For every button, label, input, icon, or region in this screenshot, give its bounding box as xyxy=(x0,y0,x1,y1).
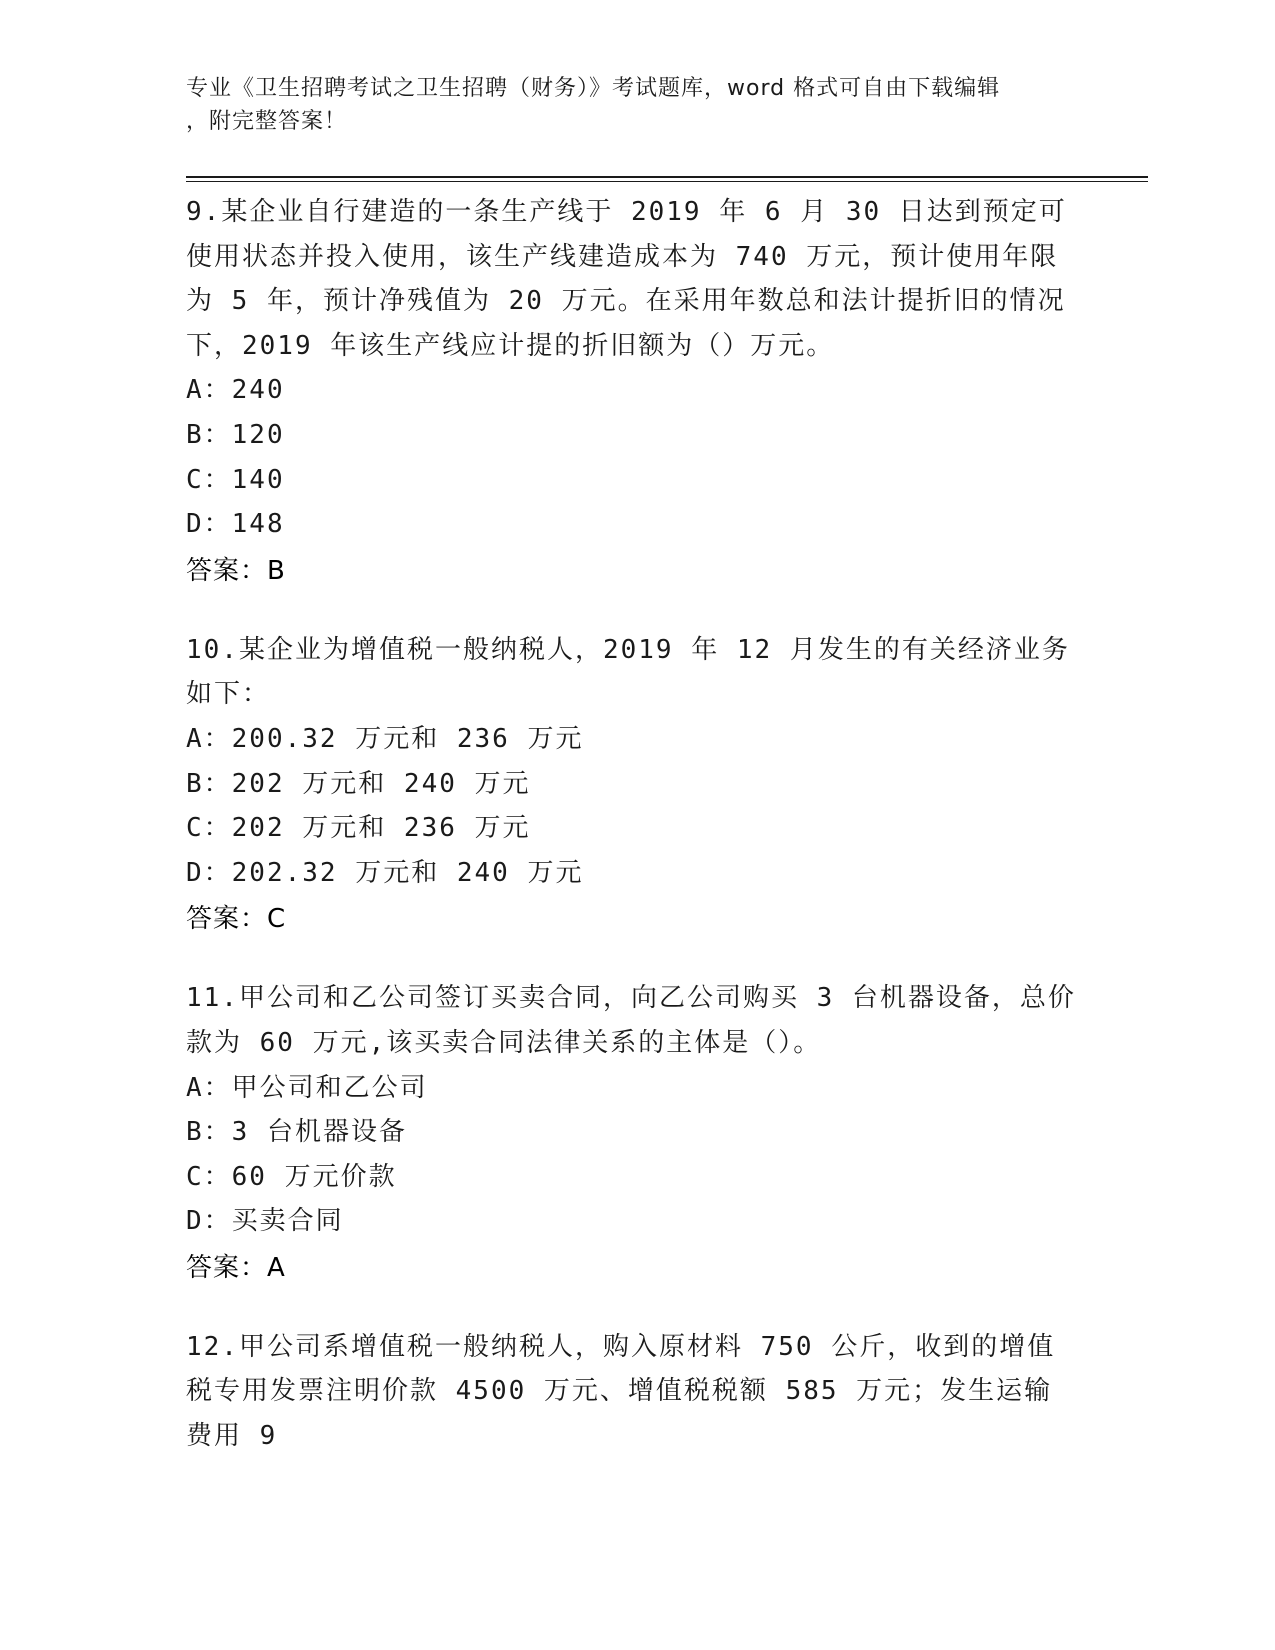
question-list xyxy=(186,190,1076,1492)
answer-line: 答案：C xyxy=(186,904,287,935)
question-number: 9. xyxy=(186,197,222,227)
header-line-2: ，附完整答案！ xyxy=(186,109,348,134)
question-10 xyxy=(186,628,1076,944)
answer-line: 答案：B xyxy=(186,555,286,586)
option-c: C：60 万元价款 xyxy=(186,1161,397,1192)
question-text xyxy=(186,190,1076,368)
option-b: B：3 台机器设备 xyxy=(186,1117,407,1148)
option-a: A：240 xyxy=(186,375,285,406)
question-body: 甲公司系增值税一般纳税人，购入原材料 750 公斤，收到的增值税专用发票注明价款 4500 万元、增值税税额 585 万元；发生运输费用 9 xyxy=(186,1331,1056,1452)
option-d: D：买卖合同 xyxy=(186,1206,344,1237)
question-9 xyxy=(186,190,1076,595)
question-text xyxy=(186,976,1076,1065)
header-divider-thick xyxy=(186,176,1148,178)
question-12 xyxy=(186,1325,1076,1459)
option-b: B：202 万元和 240 万元 xyxy=(186,768,531,799)
option-d: D：202.32 万元和 240 万元 xyxy=(186,857,584,888)
question-text xyxy=(186,1325,1076,1459)
answer-line: 答案：A xyxy=(186,1252,286,1283)
question-text xyxy=(186,628,1076,717)
question-body: 甲公司和乙公司签订买卖合同，向乙公司购买 3 台机器设备，总价款为 60 万元,该买卖合同法律关系的主体是（）。 xyxy=(186,983,1076,1058)
header-line-1: 专业《卫生招聘考试之卫生招聘（财务）》考试题库，word 格式可自由下载编辑 xyxy=(186,76,1001,101)
question-number: 11. xyxy=(186,983,239,1014)
option-c: C：140 xyxy=(186,464,285,495)
header-divider-thin xyxy=(186,181,1148,182)
question-body: 某企业为增值税一般纳税人，2019 年 12 月发生的有关经济业务如下： xyxy=(186,634,1070,710)
question-number: 12. xyxy=(186,1331,239,1362)
document-header xyxy=(186,72,1066,138)
option-b: B：120 xyxy=(186,419,285,450)
option-c: C：202 万元和 236 万元 xyxy=(186,813,531,844)
option-a: A：甲公司和乙公司 xyxy=(186,1072,428,1103)
question-11 xyxy=(186,976,1076,1292)
question-body: 某企业自行建造的一条生产线于 2019 年 6 月 30 日达到预定可使用状态并投入使用，该生产线建造成本为 740 万元，预计使用年限为 5 年，预计净残值为 20 万元。在采用年数总和法计提折旧的情况下，2019 年该生产线应计提的折旧额为（）万元。 xyxy=(186,197,1067,361)
option-a: A：200.32 万元和 236 万元 xyxy=(186,723,584,754)
question-number: 10. xyxy=(186,634,239,665)
option-d: D：148 xyxy=(186,509,285,540)
